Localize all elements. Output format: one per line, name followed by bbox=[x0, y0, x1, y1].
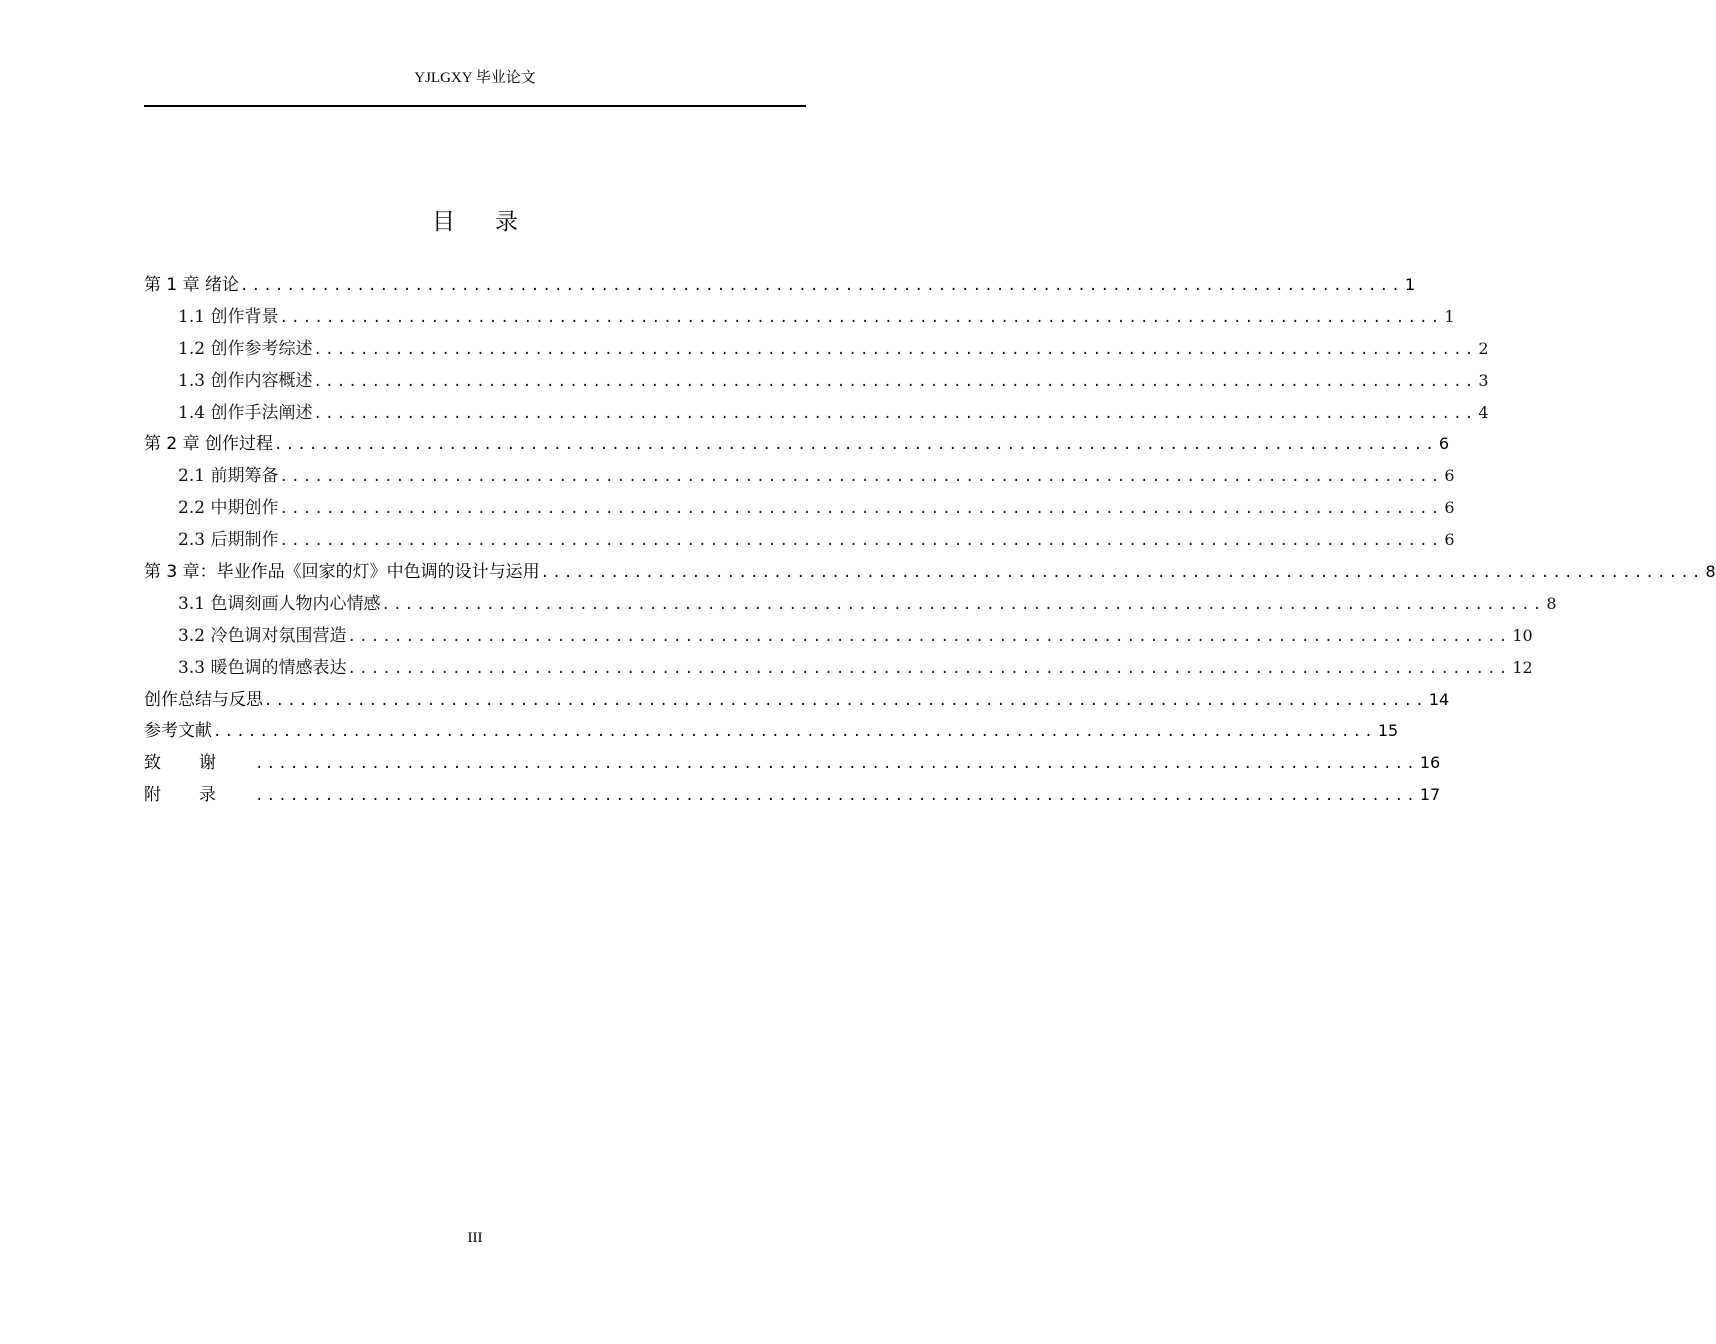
toc-leader-dots: .................................................................................................... bbox=[279, 469, 1443, 486]
toc-entry[interactable] bbox=[144, 398, 1489, 430]
page-number: III bbox=[467, 1230, 483, 1246]
toc-entry-title: 2.1 前期筹备 bbox=[178, 466, 279, 487]
toc-entry-title: 1.4 创作手法阐述 bbox=[178, 402, 313, 423]
toc-leader-dots: .................................................................................................... bbox=[313, 405, 1477, 422]
toc-entry-title: 3.2 冷色调对氛围营造 bbox=[178, 625, 347, 646]
toc-entry-title: 致谢 bbox=[144, 753, 254, 774]
toc-entry-title: 2.3 后期制作 bbox=[178, 530, 279, 551]
toc-entry[interactable] bbox=[144, 748, 1441, 780]
toc-entry-page: 1 bbox=[1444, 306, 1455, 326]
toc-entry-page: 6 bbox=[1444, 466, 1455, 486]
toc-entry-page: 12 bbox=[1512, 657, 1533, 677]
toc-heading: 目录 bbox=[432, 209, 558, 235]
toc-entry[interactable] bbox=[144, 557, 1716, 589]
toc-entry-title: 创作总结与反思 bbox=[144, 689, 263, 710]
toc-entry-page: 14 bbox=[1428, 689, 1450, 709]
toc-entry[interactable] bbox=[144, 429, 1450, 461]
toc-entry-title: 第 2 章 创作过程 bbox=[144, 434, 274, 455]
toc-entry-page: 8 bbox=[1705, 562, 1716, 582]
toc-leader-dots: .................................................................................................... bbox=[279, 501, 1443, 518]
toc-entry-page: 1 bbox=[1404, 275, 1416, 294]
toc-entry[interactable] bbox=[144, 334, 1489, 366]
toc-entry[interactable] bbox=[144, 621, 1533, 653]
toc-entry-page: 6 bbox=[1444, 498, 1455, 518]
toc-leader-dots: .................................................................................................... bbox=[540, 565, 1704, 582]
toc-leader-dots: .................................................................................................... bbox=[255, 756, 1418, 773]
toc-entry-title: 1.3 创作内容概述 bbox=[178, 370, 313, 391]
toc-entry[interactable] bbox=[144, 366, 1489, 398]
toc-entry[interactable] bbox=[144, 302, 1455, 334]
toc-leader-dots: .................................................................................................... bbox=[213, 724, 1376, 741]
toc-entry-page: 6 bbox=[1438, 434, 1450, 454]
header-divider bbox=[144, 105, 806, 107]
toc-entry-page: 10 bbox=[1512, 625, 1533, 645]
toc-entry-page: 17 bbox=[1419, 785, 1441, 805]
toc-entry[interactable] bbox=[144, 653, 1533, 685]
toc-leader-dots: .................................................................................................... bbox=[264, 692, 1427, 709]
toc-entry-title: 2.2 中期创作 bbox=[178, 498, 279, 519]
toc-leader-dots: .................................................................................................... bbox=[313, 373, 1477, 390]
toc-entry[interactable] bbox=[144, 461, 1455, 493]
toc-entry-page: 6 bbox=[1444, 530, 1455, 550]
toc-entry-title: 第 1 章 绪论 bbox=[144, 275, 240, 295]
toc-entry-title: 附录 bbox=[144, 785, 254, 806]
toc-entry-title: 3.3 暖色调的情感表达 bbox=[178, 657, 347, 678]
toc-entry[interactable] bbox=[144, 589, 1557, 621]
toc-leader-dots: .................................................................................................... bbox=[347, 660, 1511, 677]
toc-leader-dots: .................................................................................................... bbox=[240, 278, 1403, 294]
table-of-contents bbox=[144, 270, 1716, 812]
toc-leader-dots: .................................................................................................... bbox=[274, 437, 1437, 454]
toc-entry-title: 3.1 色调刻画人物内心情感 bbox=[178, 593, 381, 614]
toc-leader-dots: .................................................................................................... bbox=[255, 788, 1418, 805]
toc-entry-page: 15 bbox=[1377, 721, 1399, 741]
toc-entry[interactable] bbox=[144, 493, 1455, 525]
toc-entry-page: 16 bbox=[1419, 753, 1441, 773]
toc-entry-page: 8 bbox=[1546, 593, 1557, 613]
toc-entry[interactable] bbox=[144, 525, 1455, 557]
toc-entry[interactable] bbox=[144, 716, 1399, 748]
toc-entry-title: 第 3 章：毕业作品《回家的灯》中色调的设计与运用 bbox=[144, 562, 540, 583]
toc-entry[interactable] bbox=[144, 780, 1441, 812]
toc-entry[interactable] bbox=[144, 685, 1450, 717]
toc-leader-dots: .................................................................................................... bbox=[313, 341, 1477, 358]
toc-entry-page: 2 bbox=[1478, 338, 1489, 358]
toc-entry-page: 3 bbox=[1478, 370, 1489, 390]
toc-leader-dots: .................................................................................................... bbox=[279, 533, 1443, 550]
toc-leader-dots: .................................................................................................... bbox=[381, 596, 1545, 613]
toc-entry-title: 1.2 创作参考综述 bbox=[178, 338, 313, 359]
page-header: YJLGXY 毕业论文 bbox=[414, 70, 536, 86]
toc-entry-title: 1.1 创作背景 bbox=[178, 306, 279, 327]
toc-entry-title: 参考文献 bbox=[144, 721, 212, 742]
toc-leader-dots: .................................................................................................... bbox=[347, 628, 1511, 645]
toc-entry-page: 4 bbox=[1478, 402, 1489, 422]
toc-leader-dots: .................................................................................................... bbox=[279, 309, 1443, 326]
toc-entry[interactable] bbox=[144, 270, 1416, 302]
